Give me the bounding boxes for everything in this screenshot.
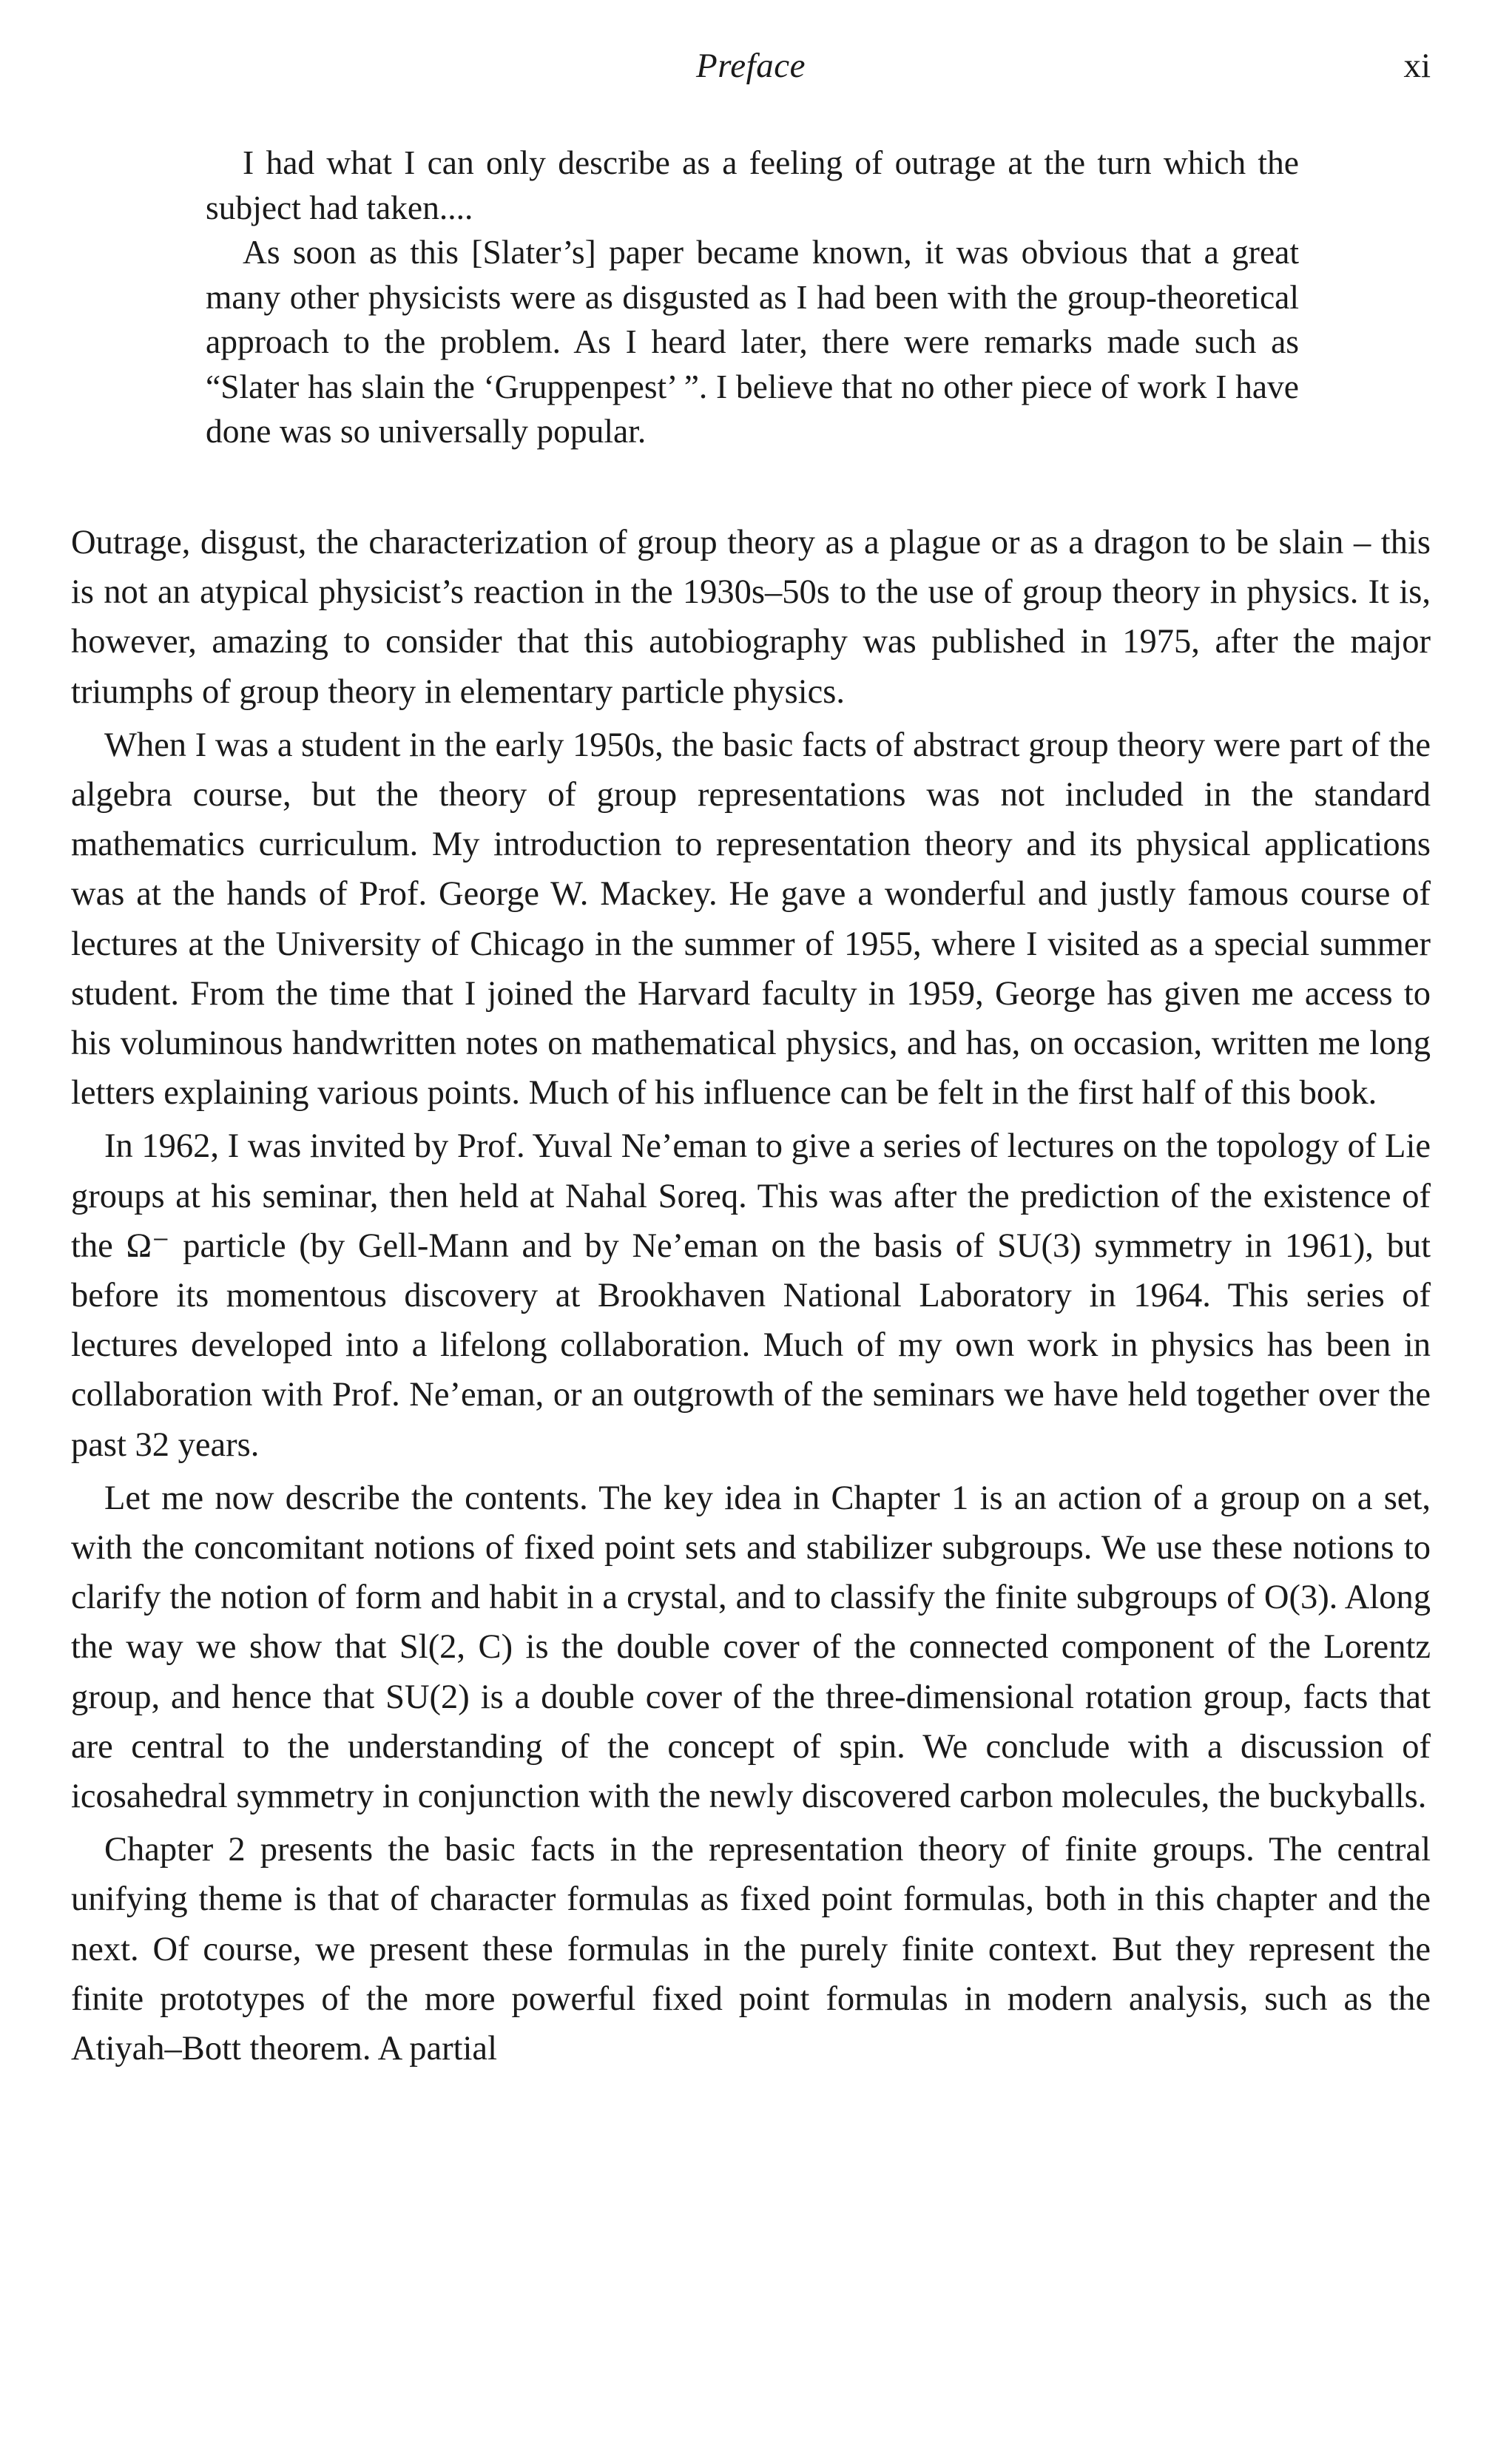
block-quote [206, 141, 1299, 454]
body-paragraph: Let me now describe the contents. The key idea in Chapter 1 is an action of a group on a set, with the concomitant notions of fixed point sets and stabilizer subgroups. We use these notions to clarify the notion of form and habit in a crystal, and to classify the finite subgroups of O(3). Along the way we show that Sl(2, C) is the double cover of the connected component of the Lorentz group, and hence that SU(2) is a double cover of the three-dimensional rotation group, facts that are central to the understanding of the concept of spin. We conclude with a discussion of icosahedral symmetry in conjunction with the newly discovered carbon molecules, the buckyballs. [71, 1479, 1431, 1816]
quote-paragraph: As soon as this [Slater’s] paper became known, it was obvious that a great many other physicists were as disgusted as I had been with the group-theoretical approach to the problem. As I heard later, there were remarks made such as “Slater has slain the ‘Gruppenpest’ ”. I believe that no other piece of work I have done was so universally popular. [206, 233, 1299, 450]
quote-paragraph: I had what I can only describe as a feeling of outrage at the turn which the subject had taken.... [206, 144, 1299, 226]
body-text [71, 518, 1431, 2077]
page-number: xi [1403, 47, 1431, 85]
body-paragraph: When I was a student in the early 1950s, the basic facts of abstract group theory were part of the algebra course, but the theory of group representations was not included in the standard mathematics curriculum. My introduction to representation theory and its physical applications was at the hands of Prof. George W. Mackey. He gave a wonderful and justly famous course of lectures at the University of Chicago in the summer of 1955, where I visited as a special summer student. From the time that I joined the Harvard faculty in 1959, George has given me access to his voluminous handwritten notes on mathematical physics, and has, on occasion, written me long letters explaining various points. Much of his influence can be felt in the first half of this book. [71, 726, 1431, 1113]
body-paragraph: Chapter 2 presents the basic facts in the representation theory of finite groups. The central unifying theme is that of character formulas as fixed point formulas, both in this chapter and the next. Of course, we present these formulas in the purely finite context. But they represent the finite prototypes of the more powerful fixed point formulas in modern analysis, such as the Atiyah–Bott theorem. A partial [71, 1831, 1431, 2068]
running-title: Preface [696, 47, 806, 85]
body-paragraph: In 1962, I was invited by Prof. Yuval Ne’eman to give a series of lectures on the topology of Lie groups at his seminar, then held at Nahal Soreq. This was after the prediction of the existence of the Ω⁻ particle (by Gell-Mann and by Ne’eman on the basis of SU(3) symmetry in 1961), but before its momentous discovery at Brookhaven National Laboratory in 1964. This series of lectures developed into a lifelong collaboration. Much of my own work in physics has been in collaboration with Prof. Ne’eman, or an outgrowth of the seminars we have held together over the past 32 years. [71, 1127, 1431, 1464]
running-head [71, 46, 1431, 98]
body-paragraph: Outrage, disgust, the characterization of group theory as a plague or as a dragon to be slain – this is not an atypical physicist’s reaction in the 1930s–50s to the use of group theory in physics. It is, however, amazing to consider that this autobiography was published in 1975, after the major triumphs of group theory in elementary particle physics. [71, 524, 1431, 711]
